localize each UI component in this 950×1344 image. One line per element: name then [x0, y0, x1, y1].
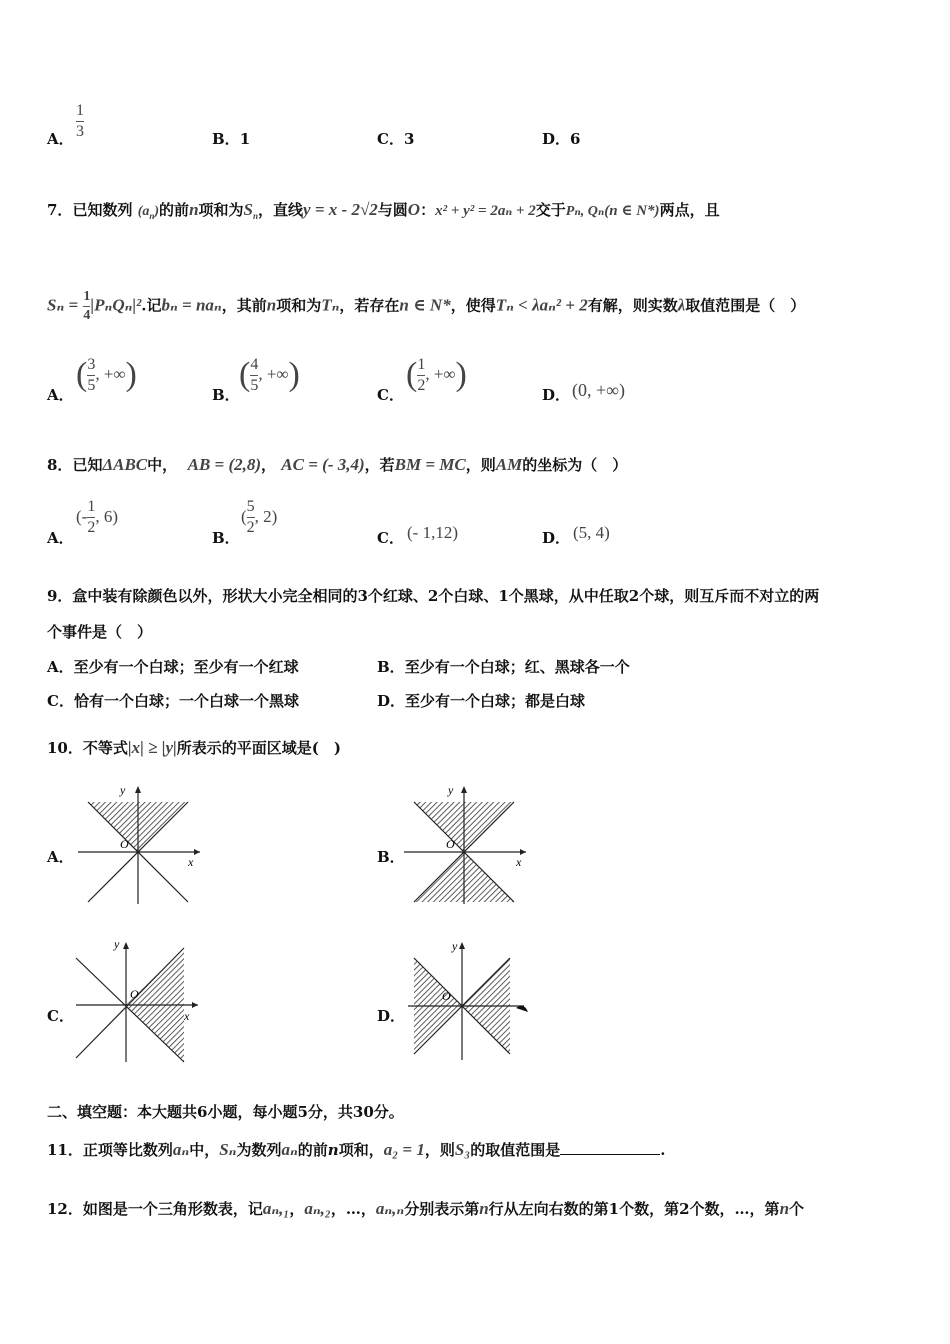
y-label: y: [114, 938, 120, 951]
q11-line: 11．正项等比数列aₙ中，Sₙ为数列aₙ的前n项和，a₂ = 1，则S₃的取值范围是 .: [47, 1140, 666, 1159]
q7-option-c: C．: [377, 386, 404, 404]
q9-line1: 9．盒中装有除颜色以外，形状大小完全相同的3个红球、2个白球、1个黑球，从中任取2个球，则互斥而不对立的两: [47, 587, 820, 605]
q7-option-c-value: ( $\frac{1}{2}$ , +∞): [406, 355, 467, 394]
q7-line1: 7．已知数列 $(a_n)$的前n项和为$S_n$，直线y = x - 2√2与圆O：x² + y² = 2aₙ + 2交于Pₙ, Qₙ(n ∈ N*)两点，且: [47, 200, 720, 221]
q10-graph-b: [402, 780, 532, 905]
q7-option-d-value: (0, +∞): [572, 380, 625, 400]
q6-option-d: D．6: [542, 130, 581, 148]
option-label: A．: [47, 130, 74, 148]
q6-option-c: C．3: [377, 130, 415, 148]
q10-graph-c: [74, 938, 204, 1063]
origin-label: O: [120, 837, 129, 851]
y-axis-arrow: [459, 942, 465, 949]
x-axis-arrow: [516, 1006, 528, 1012]
y-axis-arrow: [135, 786, 141, 793]
origin-label: O: [442, 989, 451, 1003]
y-label: y: [448, 783, 454, 797]
q8-option-b: B．: [212, 529, 240, 547]
y-axis-arrow: [461, 786, 467, 793]
q8-option-b-value: ( $\frac{5}{2}$ , 2): [241, 498, 278, 536]
q8-option-a: A．: [47, 529, 74, 547]
y-axis-arrow: [123, 942, 129, 949]
q10-line: 10．不等式|x| ≥ |y|所表示的平面区域是( ): [47, 738, 341, 757]
x-label: x: [184, 1009, 190, 1023]
q10-graph-d: [406, 938, 536, 1063]
section2-title: 二、填空题：本大题共6小题，每小题5分，共30分。: [47, 1103, 404, 1121]
q8-option-d-value: (5, 4): [573, 523, 610, 542]
x-axis-arrow: [192, 1002, 198, 1008]
q10-option-a: A．: [47, 848, 74, 866]
q10-option-c: C．: [47, 1007, 74, 1025]
q6-option-b: B．1: [212, 130, 251, 148]
q12-line: 12．如图是一个三角形数表，记aₙ,₁，aₙ,₂，…，aₙ,ₙ分别表示第n行从左向右数的第1个数，第2个数，…，第n个: [47, 1199, 805, 1218]
origin-label: O: [130, 987, 139, 1001]
q9-option-d: D．至少有一个白球；都是白球: [377, 692, 586, 710]
q8-option-a-value: (- $\frac{1}{2}$ , 6): [76, 498, 118, 536]
q9-option-a: A．至少有一个白球；至少有一个红球: [47, 658, 299, 676]
q7-option-a-value: ( $\frac{3}{5}$ , +∞): [76, 355, 137, 394]
x-label: x: [188, 855, 194, 869]
q7-option-d: D．: [542, 386, 571, 404]
answer-blank[interactable]: [560, 1140, 660, 1155]
q10-option-d: D．: [377, 1007, 406, 1025]
q10-option-b: B．: [377, 848, 405, 866]
q9-option-c: C．恰有一个白球；一个白球一个黑球: [47, 692, 299, 710]
q9-line2: 个事件是（ ）: [47, 623, 153, 641]
q9-option-b: B．至少有一个白球；红、黑球各一个: [377, 658, 630, 676]
q8-option-c-value: (- 1,12): [407, 523, 458, 542]
q8-line: 8．已知ΔABC中， AB = (2,8)， AC = (- 3,4)，若BM = MC，则AM的坐标为（ ）: [47, 455, 628, 474]
q7-line2: Sₙ = $\frac{1}{4}$ |PₙQₙ|².记bₙ = naₙ，其前n项和为Tₙ，若存在n ∈ N*，使得Tₙ < λaₙ² + 2有解，则实数λ取值范围是（ ）: [47, 289, 806, 323]
q8-option-c: C．: [377, 529, 404, 547]
x-axis-arrow: [194, 849, 200, 855]
q7-option-a: A．: [47, 386, 74, 404]
q6-option-a-fraction: $\frac{1}{3}$: [76, 102, 84, 140]
q8-option-d: D．: [542, 529, 571, 547]
y-label: y: [452, 939, 458, 953]
origin-label: O: [446, 837, 455, 851]
x-label: x: [516, 855, 522, 869]
y-label: y: [120, 783, 126, 797]
q10-graph-a: [76, 780, 206, 905]
q6-option-a: [47, 128, 74, 149]
q7-option-b: B．: [212, 386, 240, 404]
q7-option-b-value: ( $\frac{4}{5}$ , +∞): [239, 355, 300, 394]
